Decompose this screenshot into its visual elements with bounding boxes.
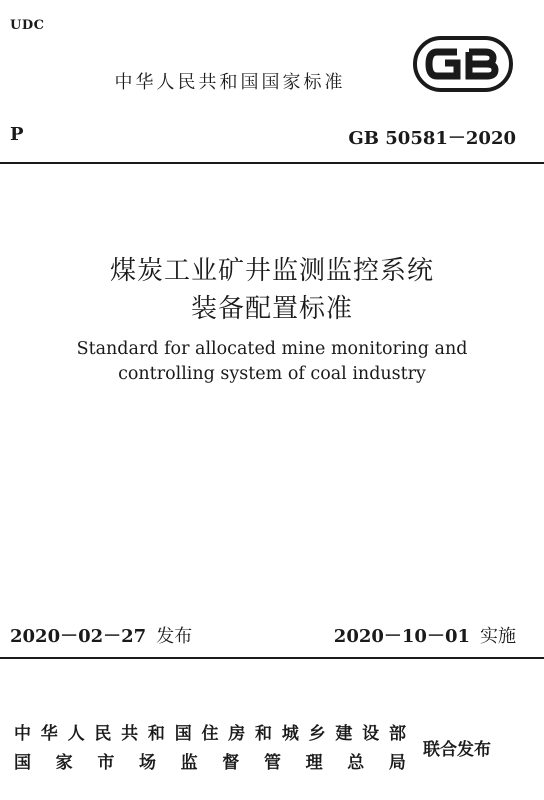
issuer-char: 住 xyxy=(201,724,219,744)
title-cn-line1: 煤炭工业矿井监测监控系统 xyxy=(109,256,434,286)
issuer-char: 房 xyxy=(228,724,246,744)
issuer-char: 和 xyxy=(255,724,273,744)
issuer-char: 民 xyxy=(94,724,112,744)
issuer-char: 华 xyxy=(40,724,58,744)
issuer-line1 xyxy=(14,719,406,744)
issuer-char: 监 xyxy=(180,753,198,773)
joint-issue-label: 联合发布 xyxy=(423,740,491,760)
issuer-char: 部 xyxy=(388,724,406,744)
national-standard-heading: 中华人民共和国国家标准 xyxy=(114,72,346,93)
issuer-char: 设 xyxy=(362,724,380,744)
udc-label: UDC xyxy=(10,18,45,33)
issuer-char: 理 xyxy=(305,753,323,773)
issuer-line2 xyxy=(14,748,406,773)
standard-number: GB 50581－2020 xyxy=(348,128,516,149)
issuer-char: 市 xyxy=(97,753,115,773)
issuer-char: 家 xyxy=(55,753,73,773)
issuer-char: 总 xyxy=(347,753,365,773)
top-divider xyxy=(0,162,544,164)
issue-label: 发布 xyxy=(156,626,193,647)
effective-date-block xyxy=(334,622,516,648)
issuer-char: 局 xyxy=(388,753,406,773)
issuer-char: 国 xyxy=(174,724,192,744)
issuer-char: 和 xyxy=(147,724,165,744)
classification-code: P xyxy=(10,124,24,145)
issuer-char: 共 xyxy=(121,724,139,744)
title-en-line1: Standard for allocated mine monitoring and xyxy=(76,339,468,359)
issuer-char: 国 xyxy=(14,753,31,773)
gb-logo xyxy=(413,36,513,92)
title-cn-line2: 装备配置标准 xyxy=(190,294,353,324)
issue-date-block xyxy=(10,622,192,648)
issuer-char: 管 xyxy=(263,753,281,773)
issuer-char: 乡 xyxy=(308,724,326,744)
effective-date: 2020－10－01 xyxy=(333,626,470,647)
title-en-line2: controlling system of coal industry xyxy=(118,364,426,384)
issuer-char: 人 xyxy=(67,724,85,744)
issuer-char: 建 xyxy=(335,724,353,744)
effective-label: 实施 xyxy=(480,626,516,647)
issuer-char: 中 xyxy=(14,724,31,744)
issue-date: 2020－02－27 xyxy=(10,626,147,647)
bottom-divider xyxy=(0,657,544,659)
issuer-char: 城 xyxy=(281,724,299,744)
issuer-char: 督 xyxy=(222,753,240,773)
issuer-char: 场 xyxy=(138,753,156,773)
